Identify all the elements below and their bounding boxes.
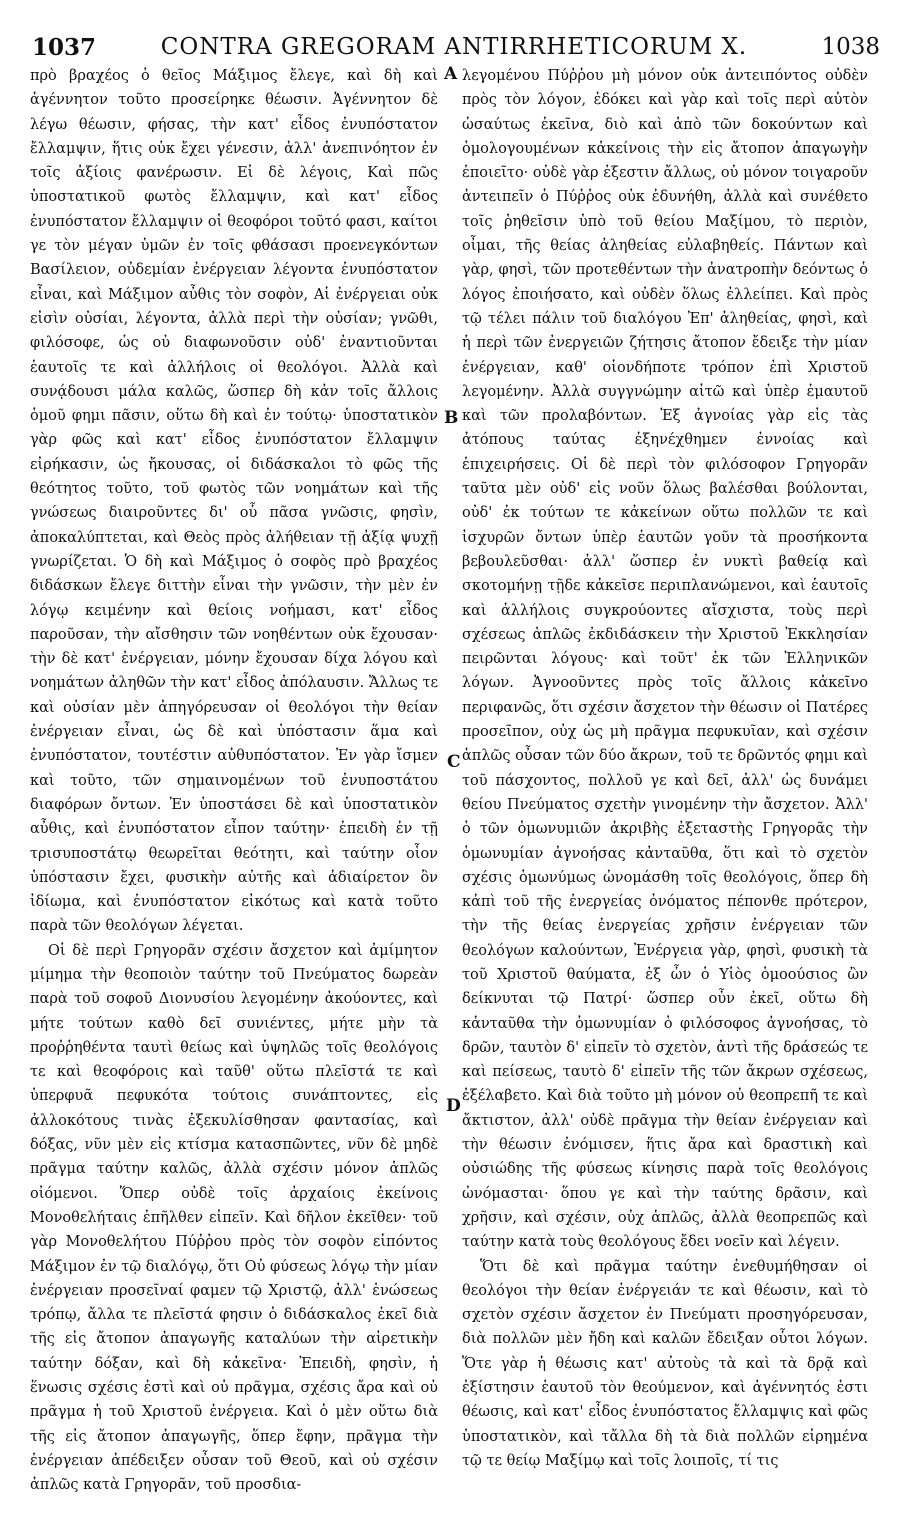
- margin-letter-b: B: [444, 408, 459, 428]
- right-paragraph-2: Ὅτι δὲ καὶ πρᾶγμα ταύτην ἐνεθυμήθησαν οἱ θεολόγοι τὴν θείαν ἐνέργειάν τε καὶ θέωσιν, καὶ τὸ σχετὸν σχέσιν ἄσχετον ἐν Πνεύματι προσηγόρευσαν, διὰ πολλῶν μὲν ἤδη καὶ καλῶν ἔδειξαν οὗτοι λόγων. Ὅτε γὰρ ἡ θέωσις κατ' αὐτοὺς τὰ καὶ τὰ δρᾷ καὶ ἐξίστησιν ἑαυτοῦ τὸν θεούμενον, καὶ ἀγέννητός ἐστι θέωσις, καὶ κατ' εἶδος ἐνυπόστατος ἔλλαμψις καὶ φῶς ὑποστατικὸν, καὶ τἄλλα δὴ τὰ διὰ πολλῶν εἰρημένα τῷ τε θείῳ Μαξίμῳ καὶ τοῖς λοιποῖς, τί τις: [462, 1258, 868, 1469]
- running-header: [28, 34, 880, 64]
- right-paragraph-1: λεγομένου Πύῤῥου μὴ μόνον οὐκ ἀντειπόντος οὐδὲν πρὸς τὸν λόγον, ἐδόκει καὶ γὰρ καὶ τοῖς περὶ αὐτὸν ὡσαύτως ἐκεῖνα, διὸ καὶ ἀπὸ τῶν δοκούντων καὶ ὁμολογουμένων κἀκείνοις τὴν εἰς ἄτοπον ἀπαγωγὴν ἐποιεῖτο· οὐδὲ γὰρ ἐξεστιν ἄλλως, οὐ μόνον τοιγαροῦν ἀντειπεῖν ὁ Πύῤῥος οὐκ ἐδυνήθη, ἀλλὰ καὶ συνέθετο τοῖς ῥηθεῖσιν ὑπὸ τοῦ θείου Μαξίμου, τὸ περιὸν, οἶμαι, τῆς θείας ἀληθείας εὐλαβηθείς. Πάντων καὶ γὰρ, φησὶ, τῶν προτεθέντων τὴν ἀνατροπὴν δεόντως ὁ λόγος ἐποιήσατο, καὶ οὐδὲν ὅλως ἐλλείπει. Καὶ πρὸς τῷ τέλει πάλιν τοῦ διαλόγου Ἐπ' ἀληθείας, φησὶ, καὶ ἡ περὶ τῶν ἐνεργειῶν ζήτησις ἄτοπον ἔδειξε τὴν μίαν ἐνέργειαν, καθ' οἱονδήποτε τρόπον ἐπὶ Χριστοῦ λεγομένην. Ἀλλὰ συγγνώμην αἰτῶ καὶ ὑπὲρ ἐμαυτοῦ καὶ τῶν προλαβόντων. Ἐξ ἀγνοίας γὰρ εἰς τὰς ἀτόπους ταύτας ἐξηνέχθημεν ἐννοίας καὶ ἐπιχειρήσεις. Οἱ δὲ περὶ τὸν φιλόσοφον Γρηγορᾶν ταῦτα μὲν οὐδ' εἰς νοῦν ὅλως βαλέσθαι βούλονται, οὐδ' ἐκ τούτων τε κἀκείνων οὕτω πολλῶν τε καὶ ἰσχυρῶν ὄντων ὑπὲρ ἑαυτῶν γοῦν τὰ προσήκοντα βεβουλεῦσθαι· ἀλλ' ὥσπερ ἐν νυκτὶ βαθείᾳ καὶ σκοτομήνῃ τῇδε κἀκεῖσε περιπλανώμενοι, καὶ ἑαυτοῖς καὶ ἀλλήλοις συγκρούοντες αἴσχιστα, τοὺς περὶ σχέσεως ἁπλῶς ἐκδιδάσκειν τὴν Χριστοῦ Ἐκκλησίαν πειρῶνται λόγους· καὶ τοῦτ' ἐκ τῶν Ἑλληνικῶν λόγων. Ἀγνοοῦντες πρὸς τοῖς ἄλλοις κἀκεῖνο περιφανῶς, ὅτι σχέσιν ἄσχετον τὴν θέωσιν οἱ Πατέρες προσεῖπον, οὐχ ὡς μὴ πρᾶγμα πεφυκυῖαν, καὶ σχέσιν ἁπλῶς οὖσαν τῶν δύο ἄκρων, τοῦ τε δρῶντός φημι καὶ τοῦ πάσχοντος, πολλοῦ γε καὶ δεῖ, ἀλλ' ὡς δυνάμει θείου Πνεύματος σχετὴν γινομένην τὴν ἄσχετον. Ἀλλ' ὁ τῶν ὁμωνυμιῶν ἀκριβὴς ἐξεταστὴς Γρηγορᾶς τὴν ὁμωνυμίαν ἀγνοήσας κἀνταῦθα, ὅτι καὶ τὸ σχετὸν σχέσις ὁμωνύμως ὠνομάσθη τοῖς θεολόγοις, ὅπερ δὴ κἀπὶ τοῦ τῆς ἐνεργείας ὀνόματος πέπονθε πρότερον, τὴν τῆς θείας ἐνεργείας χρῆσιν ἐνέργειαν τῶν θεολόγων καλούντων, Ἐνέργεια γὰρ, φησὶ, φυσικὴ τὰ τοῦ Χριστοῦ θαύματα, ἐξ ὧν ὁ Υἱὸς ὁμοούσιος ὢν δείκνυται τῷ Πατρί· ὥσπερ οὖν ἐκεῖ, οὕτω δὴ κἀνταῦθα τὴν ὁμωνυμίαν ὁ φιλόσοφος ἀγνοήσας, τὸ δρῶν, ταυτὸν δ' εἰπεῖν τὸ σχετὸν, ἀντὶ τῆς δράσεώς τε καὶ πείσεως, ταυτὸ δ' εἰπεῖν τῆς τῶν ἄκρων σχέσεως, ἐξέλαβετο. Καὶ διὰ τοῦτο μὴ μόνον οὐ θεοπρεπῆ τε καὶ ἄκτιστον, ἀλλ' οὐδὲ πρᾶγμα τὴν θείαν ἐνέργειαν καὶ τὴν θέωσιν ἐνόμισεν, ἥτις ἄρα καὶ δραστικὴ καὶ οὐσιώδης τῆς φύσεως κίνησις παρὰ τοῖς θεολόγοις ὠνόμασται· ὅπου γε καὶ τὴν ταύτης δρᾶσιν, καὶ χρῆσιν, καὶ σχέσιν, οὐχ ἁπλῶς, ἀλλὰ θεοπρεπῶς καὶ ταύτην κατὰ τοὺς θεολόγους ἔδει νοεῖν καὶ λέγειν.: [462, 68, 868, 1251]
- left-paragraph-2: Οἱ δὲ περὶ Γρηγορᾶν σχέσιν ἄσχετον καὶ ἀμίμητον μίμημα τὴν θεοποιὸν ταύτην τοῦ Πνεύματος δωρεὰν παρὰ τοῦ σοφοῦ Διονυσίου λεγομένην ἀκούοντες, καὶ μήτε τούτων καθὸ δεῖ συνιέντες, μήτε μὴν τὰ προῤῥηθέντα ταυτὶ θείως καὶ ὑψηλῶς τοῖς θεολόγοις τε καὶ θεοφόροις καὶ ταῦθ' οὕτω πλεῖστά τε καὶ ὑπερφυᾶ πεφυκότα τούτοις συνάπτοντες, εἰς ἀλλοκότους τινὰς ἐξεκυλίσθησαν φαντασίας, καὶ δόξας, νῦν μὲν εἰς κτίσμα κατασπῶντες, νῦν δὲ μηδὲ πρᾶγμα ταύτην καλῶς, ἀλλὰ σχέσιν μόνον ἁπλῶς οἰόμενοι. Ὅπερ οὐδὲ τοῖς ἀρχαίοις ἐκείνοις Μονοθελήταις ἐπῆλθεν εἰπεῖν. Καὶ δῆλον ἐκεῖθεν· τοῦ γὰρ Μονοθελήτου Πύῤῥου πρὸς τὸν σοφὸν εἰπόντος Μάξιμον ἐν τῷ διαλόγῳ, ὅτι Οὐ φύσεως λόγῳ τὴν μίαν ἐνέργειαν προσεῖναί φαμεν τῷ Χριστῷ, ἀλλ' ἑνώσεως τρόπῳ, ἄλλα τε πλεῖστά φησιν ὁ διδάσκαλος ἐκεῖ διὰ τῆς εἰς ἄτοπον ἀπαγωγῆς καταλύων τὴν αἱρετικὴν ταύτην δόξαν, καὶ δὴ κἀκεῖνα· Ἐπειδὴ, φησὶν, ἡ ἕνωσις σχέσις ἐστὶ καὶ οὐ πρᾶγμα, σχέσις ἄρα καὶ οὐ πρᾶγμα ἡ τοῦ Χριστοῦ ἐνέργεια. Καὶ ὁ μὲν οὕτω διὰ τῆς εἰς ἄτοπον ἀπαγωγῆς, ὅπερ ἔφην, πρᾶγμα τὴν ἐνέργειαν ἀπέδειξεν οὖσαν τοῦ Θεοῦ, καὶ οὐ σχέσιν ἁπλῶς κατὰ Γρηγορᾶν, τοῦ προσδια-: [30, 942, 438, 1494]
- left-column: [30, 64, 438, 1498]
- running-title: CONTRA GREGORAM ANTIRRHETICORUM X.: [160, 34, 748, 60]
- margin-letter-d: D: [446, 1096, 461, 1116]
- page-number-left: 1037: [32, 34, 97, 61]
- page-number-right: 1038: [821, 34, 880, 60]
- left-paragraph-1: πρὸ βραχέος ὁ θεῖος Μάξιμος ἔλεγε, καὶ δὴ καὶ ἀγέννητον τοῦτο προσείρηκε θέωσιν. Ἀγέννητον δὲ λέγω θέωσιν, φήσας, τὴν κατ' εἶδος ἐνυπόστατον ἔλλαμψιν, ἥτις οὐκ ἔχει γένεσιν, ἀλλ' ἀνεπινόητον ἐν τοῖς ἀξίοις φανέρωσιν. Εἰ δὲ λέγοις, Καὶ πῶς ὑποστατικοῦ φωτὸς ἔλλαμψιν, καὶ κατ' εἶδος ἐνυπόστατον ἔλλαμψιν οἱ θεοφόροι τοῦτό φασι, καίτοι γε τὸν μέγαν ὑμῶν ἐν τοῖς φθάσασι προενεγκόντων Βασίλειον, οὐδεμίαν ἐνέργειαν λέγοντα ἐνυπόστατον εἶναι, καὶ Μάξιμον αὖθις τὸν σοφὸν, Αἱ ἐνέργειαι οὐκ εἰσὶν οὐσίαι, λέγοντα, ἀλλὰ περὶ τὴν οὐσίαν; γνῶθι, φιλόσοφε, ὡς οὐ διαφωνοῦσιν οὐδ' ἐναντιοῦνται ἑαυτοῖς τε καὶ ἀλλήλοις οἱ θεολόγοι. Ἀλλὰ καὶ συνᾴδουσι μάλα καλῶς, ὥσπερ δὴ κἀν τοῖς ἄλλοις ὁμοῦ φημι πᾶσιν, οὕτω δὴ καὶ ἐν τούτῳ· ὑποστατικὸν γὰρ φῶς καὶ κατ' εἶδος ἐνυπόστατον ἔλλαμψιν εἰρήκασιν, ὡς ἤκουσας, οἱ διδάσκαλοι τὸ φῶς τῆς θεότητος τοῦτο, τοῦ φωτὸς τῶν νοημάτων καὶ τῆς γνώσεως διαιροῦντες δι' οὗ πᾶσα γνῶσις, φησὶν, ἀποκαλύπτεται, καὶ Θεὸς πρὸς ἀλήθειαν τῇ ἀξίᾳ ψυχῇ γνωρίζεται. Ὁ δὴ καὶ Μάξιμος ὁ σοφὸς πρὸ βραχέος διδάσκων ἔλεγε διττὴν εἶναι τὴν γνῶσιν, τὴν μὲν ἐν λόγῳ κειμένην καὶ θείοις νοήμασι, κατ' εἶδος παροῦσαν, τὴν αἴσθησιν τῶν νοηθέντων οὐκ ἔχουσαν· τὴν δὲ κατ' ἐνέργειαν, μόνην ἔχουσαν δίχα λόγου καὶ νοημάτων ἀληθῶν τὴν κατ' εἶδος ἀπόλαυσιν. Ἄλλως τε καὶ οὐσίαν μὲν ἀπηγόρευσαν οἱ θεολόγοι τὴν θείαν ἐνέργειαν εἶναι, ὡς δὲ καὶ ὑπόστασιν ἅμα καὶ ἐνυπόστατον, τουτέστιν αὐθυπόστατον. Ἐν γὰρ ἴσμεν καὶ τοῦτο, τῶν σημαινομένων τοῦ ἐνυποστάτου διαφόρων ὄντων. Ἐν ὑποστάσει δὲ καὶ ὑποστατικὸν αὖθις, καὶ ἐνυπόστατον εἶπον ταύτην· ἐπειδὴ ἐν τῇ τρισυποστάτῳ θεωρεῖται θεότητι, καὶ ταύτην οἷον ὑπόστασιν ἔχει, φυσικὴν αὐτῆς καὶ ἀδιαίρετον ὂν ἰδίωμα, καὶ ἐνυπόστατον εἰκότως καὶ κατὰ τοῦτο παρὰ τῶν θεολόγων λέγεται.: [30, 68, 438, 935]
- margin-letter-a: A: [444, 64, 458, 84]
- right-column: [462, 64, 868, 1473]
- margin-letter-c: C: [447, 752, 461, 772]
